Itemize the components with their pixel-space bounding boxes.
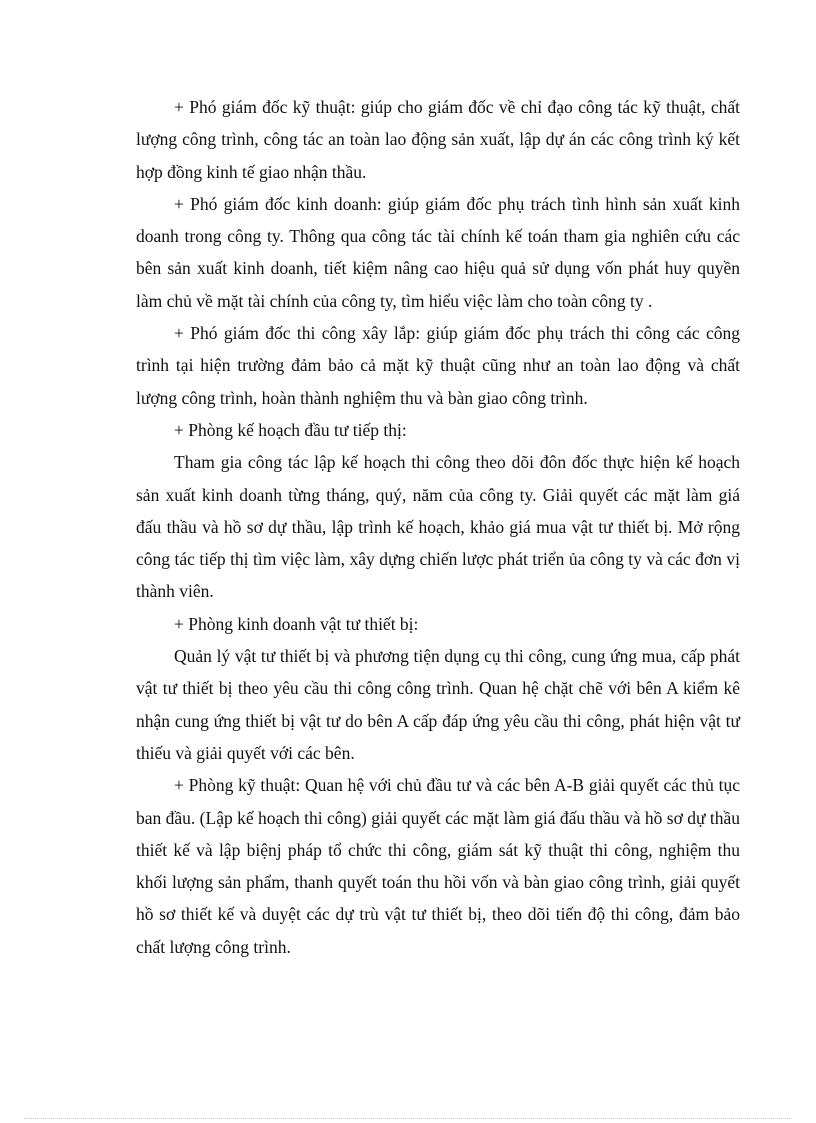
paragraph-technical-department: + Phòng kỹ thuật: Quan hệ với chủ đầu tư và các bên A-B giải quyết các thủ tục ban đầu. (Lập kế hoạch thi công) giải quyết các mặt làm giá đấu thầu và hồ sơ dự thầu thiết kế và lập biệnj pháp tổ chức thi công, giám sát kỹ thuật thi công, nghiệm thu khối lượng sản phẩm, thanh quyết toán thu hồi vốn và bàn giao công trình, giải quyết hồ sơ thiết kế và duyệt các dự trù vật tư thiết bị, theo dõi tiến độ thi công, đảm bảo chất lượng công trình. xyxy=(136,775,740,957)
heading-planning-department: + Phòng kế hoạch đầu tư tiếp thị: xyxy=(174,419,407,440)
paragraph-planning-department: Tham gia công tác lập kế hoạch thi công theo dõi đôn đốc thực hiện kế hoạch sản xuất kinh doanh từng tháng, quý, năm của công ty. Giải quyết các mặt làm giá đấu thầu và hồ sơ dự thầu, lập trình kế hoạch, khảo giá mua vật tư thiết bị. Mở rộng công tác tiếp thị tìm việc làm, xây dựng chiến lược phát triển ủa công ty và các đơn vị thành viên. xyxy=(136,452,740,602)
page-bottom-divider xyxy=(24,1118,792,1119)
paragraph-materials-department: Quản lý vật tư thiết bị và phương tiện dụng cụ thi công, cung ứng mua, cấp phát vật tư thiết bị theo yêu cầu thi công công trình. Quan hệ chặt chẽ với bên A kiểm kê nhận cung ứng thiết bị vật tư do bên A cấp đáp ứng yêu cầu thi công, phát hiện vật tư thiếu và giải quyết với các bên. xyxy=(136,646,740,763)
paragraph-deputy-construction: + Phó giám đốc thi công xây lắp: giúp giám đốc phụ trách thi công các công trình tại hiện trường đảm bảo cả mặt kỹ thuật cũng như an toàn lao động và chất lượng công trình, hoàn thành nghiệm thu và bàn giao công trình. xyxy=(136,323,740,408)
paragraph-deputy-technical: + Phó giám đốc kỹ thuật: giúp cho giám đốc về chỉ đạo công tác kỹ thuật, chất lượng công trình, công tác an toàn lao động sản xuất, lập dự án các công trình ký kết hợp đồng kinh tế giao nhận thầu. xyxy=(136,97,740,182)
paragraph-deputy-business: + Phó giám đốc kinh doanh: giúp giám đốc phụ trách tình hình sản xuất kinh doanh trong công ty. Thông qua công tác tài chính kế toán tham gia nghiên cứu các bên sản xuất kinh doanh, tiết kiệm nâng cao hiệu quả sử dụng vốn phát huy quyền làm chủ về mặt tài chính của công ty, tìm hiểu việc làm cho toàn công ty . xyxy=(136,193,740,311)
document-body xyxy=(136,91,740,963)
heading-materials-department: + Phòng kinh doanh vật tư thiết bị: xyxy=(174,613,419,634)
